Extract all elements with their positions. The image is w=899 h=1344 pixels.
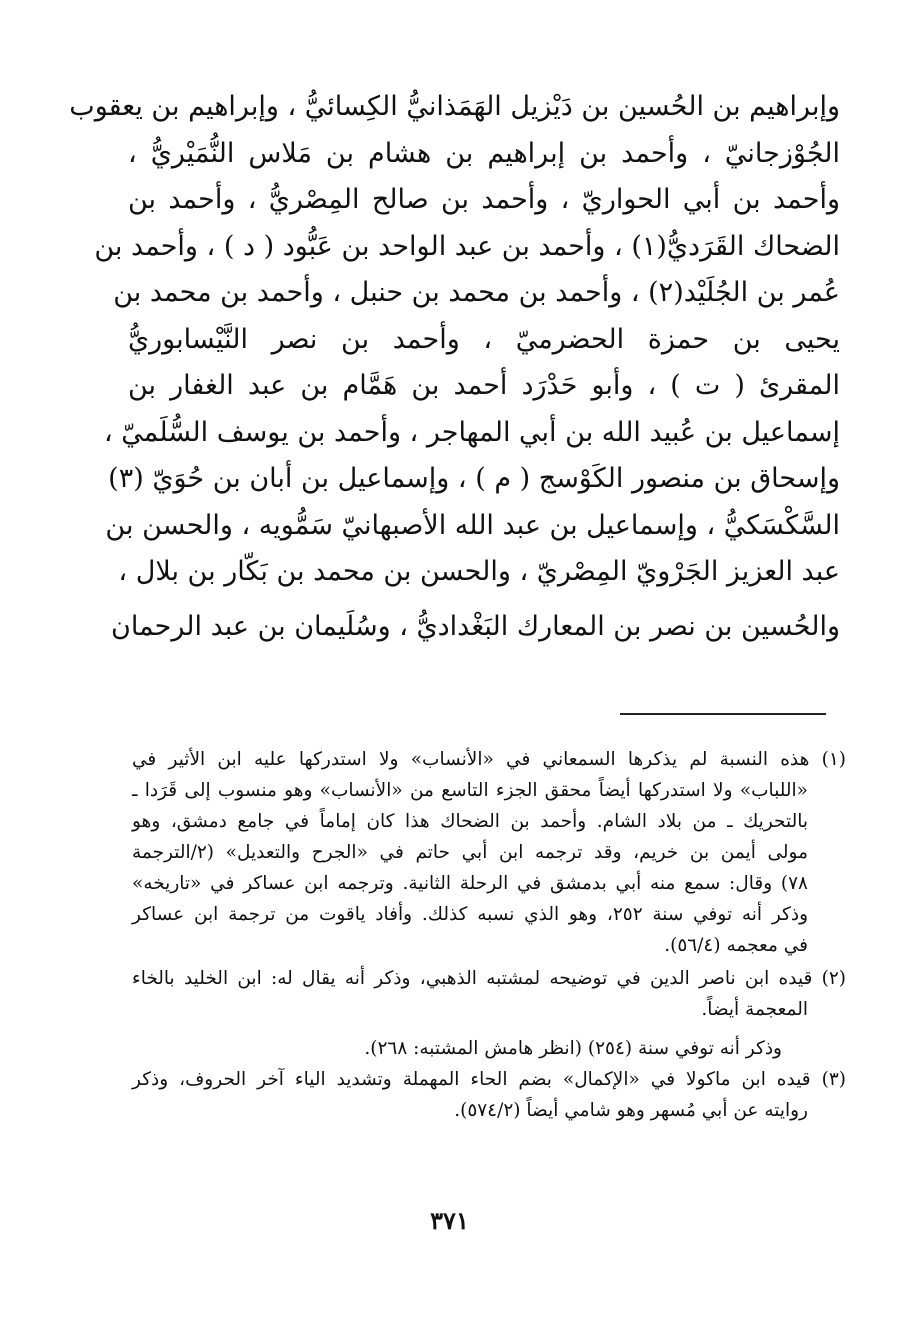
footnote-3-line: (٣) قيده ابن ماكولا في «الإكمال» بضم الحاء المهملة وتشديد الياء آخر الحروف، وذكر (132, 1069, 846, 1090)
main-text-body (69, 84, 840, 650)
main-text-line: السَّكْسَكيُّ ، وإسماعيل بن عبد الله الأصبهانيّ سَمُّويه ، والحسن بن (105, 509, 840, 541)
footnote-2-line: وذكر أنه توفي سنة (٢٥٤) (انظر هامش المشتبه: ٢٦٨). (364, 1038, 782, 1059)
main-text-line: عُمر بن الجُلَيْد(٢) ، وأحمد بن محمد بن حنبل ، وأحمد بن محمد بن (113, 277, 840, 308)
main-text-line: الجُوْزجانيّ ، وأحمد بن إبراهيم بن هشام بن مَلاس النُّمَيْريُّ ، (128, 137, 840, 169)
main-text-line: والحُسين بن نصر بن المعارك البَغْداديُّ ، وسُلَيمان بن عبد الرحمان (111, 610, 840, 642)
page-number: ٣٧١ (430, 1206, 469, 1235)
footnote-separator (620, 713, 826, 715)
main-text-line: الضحاك القَرَديُّ(١) ، وأحمد بن عبد الواحد بن عَبُّود ( د ) ، وأحمد بن (94, 230, 840, 262)
main-text-line: وإبراهيم بن الحُسين بن دَيْزيل الهَمَذانيُّ الكِسائيُّ ، وإبراهيم بن يعقوب (69, 91, 840, 122)
main-text-line: يحيى بن حمزة الحضرميّ ، وأحمد بن نصر النَّيْسابوريُّ (128, 323, 840, 355)
footnote-1-line: «اللباب» ولا استدركها أيضاً محقق الجزء التاسع من «الأنساب» وهو منسوب إلى قَرَدا ـ (132, 780, 808, 801)
footnote-1-line: وذكر أنه توفي سنة ٢٥٢، وهو الذي نسبه كذلك. وأفاد ياقوت من ترجمة ابن عساكر (132, 904, 809, 925)
main-text-line: إسماعيل بن عُبيد الله بن أبي المهاجر ، وأحمد بن يوسف السُّلَميّ ، (103, 416, 840, 448)
footnote-1-line: (١) هذه النسبة لم يذكرها السمعاني في «الأنساب» ولا استدركها عليه ابن الأثير في (132, 749, 846, 770)
main-text-line: عبد العزيز الجَرْويّ المِصْريّ ، والحسن بن محمد بن بَكّار بن بلال ، (118, 556, 840, 587)
footnote-1-line: بالتحريك ـ من بلاد الشام. وأحمد بن الضحاك هذا كان إماماً في جامع دمشق، وهو (132, 811, 808, 832)
footnote-1-line: مولى أيمن بن خريم، وقد ترجمه ابن أبي حاتم في «الجرح والتعديل» (٢/الترجمة (132, 842, 808, 863)
main-text-line: وإسحاق بن منصور الكَوْسج ( م ) ، وإسماعيل بن أبان بن حُوَيّ (٣) (108, 463, 840, 494)
footnotes (132, 744, 846, 1126)
footnote-1-line: ٧٨) وقال: سمع منه أبي بدمشق في الرحلة الثانية. وترجمه ابن عساكر في «تاريخه» (132, 873, 808, 894)
footnote-1-line: في معجمه (٥٦/٤). (664, 935, 808, 956)
footnote-2-line: المعجمة أيضاً. (701, 999, 808, 1020)
footnote-3-line: روايته عن أبي مُسهر وهو شامي أيضاً (٥٧٤/٢). (454, 1100, 808, 1121)
main-text-line: المقرئ ( ت ) ، وأبو حَدْرَد أحمد بن هَمَّام بن عبد الغفار بن (128, 370, 840, 401)
footnote-2-line: (٢) قيده ابن ناصر الدين في توضيحه لمشتبه الذهبي، وذكر أنه يقال له: ابن الخليد بالخاء (132, 968, 846, 989)
main-text-line: وأحمد بن أبي الحواريّ ، وأحمد بن صالح المِصْريُّ ، وأحمد بن (128, 184, 840, 215)
